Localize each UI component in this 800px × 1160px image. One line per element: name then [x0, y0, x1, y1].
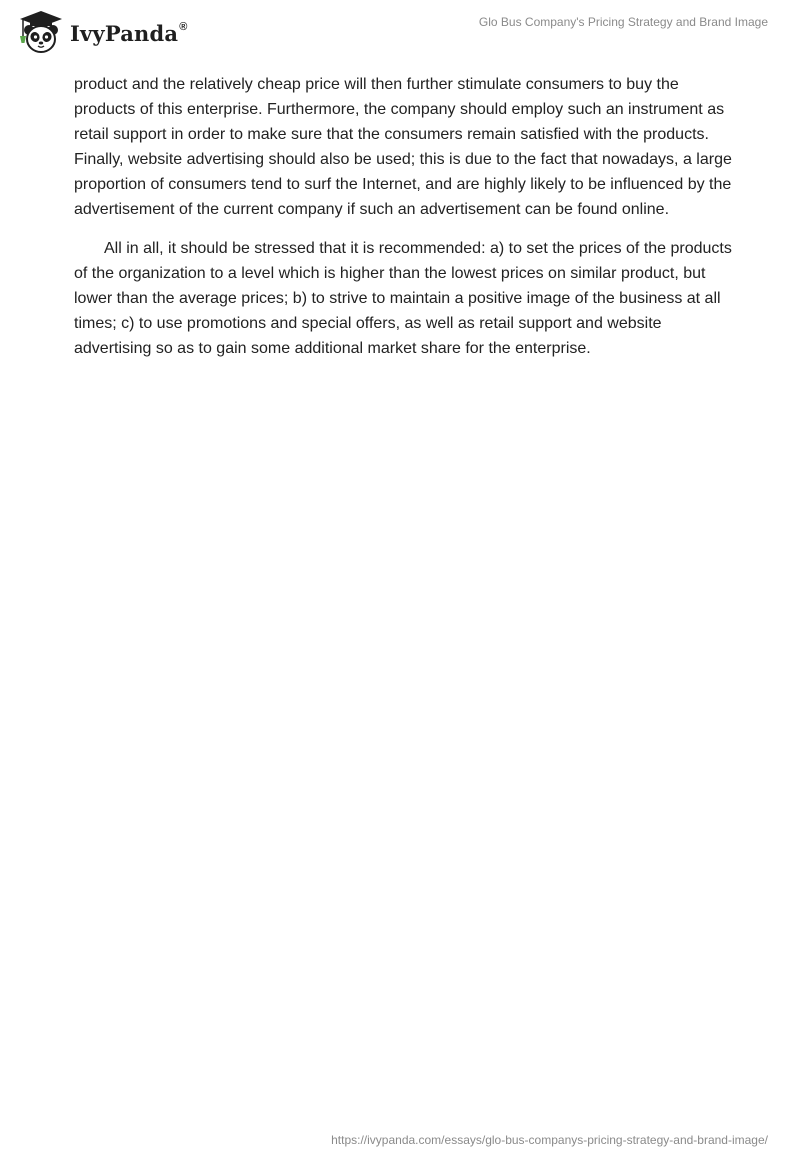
body-paragraph: product and the relatively cheap price will then further stimulate consumers to buy the products of this enterprise. Furthermore, the company should employ such an instrument as retail support in order to make sure that the consumers remain satisfied with the products. Finally, website advertising should also be used; this is due to the fact that nowadays, a large proportion of consumers tend to surf the Internet, and are highly likely to be influenced by the advertisement of the current company if such an advertisement can be found online. [74, 76, 732, 218]
body-paragraph: All in all, it should be stressed that it is recommended: a) to set the prices of the products of the organization to a level which is higher than the lowest prices on similar product, but lower than the average prices; b) to strive to maintain a positive image of the business at all times; c) to use promotions and special offers, as well as retail support and website advertising so as to gain some additional market share for the enterprise. [74, 240, 732, 357]
source-url[interactable]: https://ivypanda.com/essays/glo-bus-companys-pricing-strategy-and-brand-image/ [331, 1133, 768, 1147]
essay-body [74, 72, 734, 361]
registered-mark: ® [179, 20, 188, 33]
panda-graduate-icon [16, 8, 66, 56]
ivypanda-logo[interactable] [16, 8, 188, 56]
document-title: Glo Bus Company's Pricing Strategy and Brand Image [478, 15, 768, 29]
page-header [0, 0, 800, 60]
logo-wordmark: IvyPanda® [70, 20, 188, 46]
